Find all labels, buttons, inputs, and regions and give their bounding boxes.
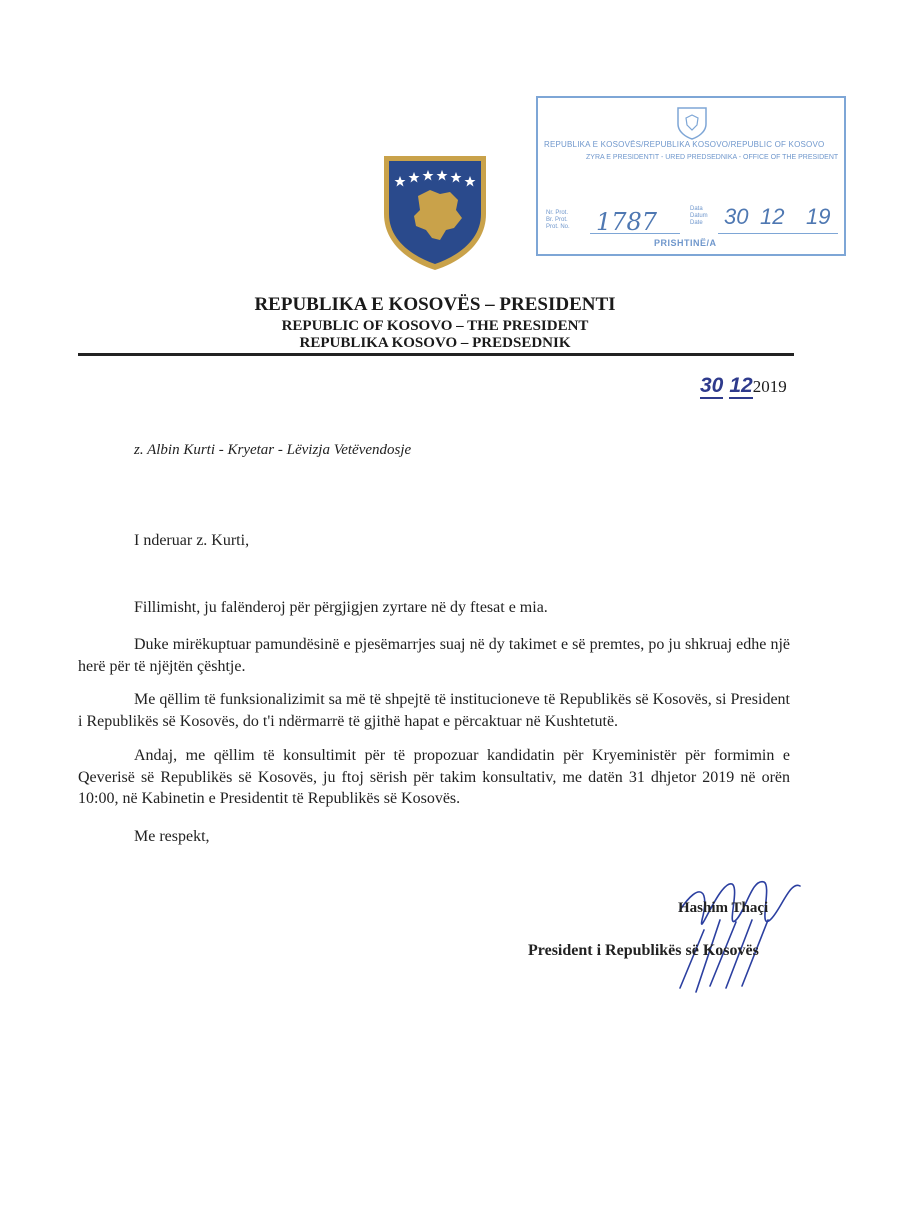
stamp-institution-line: REPUBLIKA E KOSOVËS/REPUBLIKA KOSOVO/REPUBLIC OF KOSOVO — [544, 140, 825, 149]
paragraph-2: Duke mirëkuptuar pamundësinë e pjesëmarrjes suaj në dy takimet e së premtes, po ju shkruaj edhe një herë për të njëjtën çështje. — [78, 636, 790, 675]
stamp-date-labels: Data Datum Date — [690, 206, 708, 226]
registry-stamp — [536, 96, 846, 256]
stamp-date-day: 30 — [724, 204, 749, 229]
letterhead-albanian: REPUBLIKA E KOSOVËS – PRESIDENTI — [254, 294, 616, 315]
paragraph-3: Me qëllim të funksionalizimit sa më të shpejtë të institucioneve të Republikës së Kosovës, si President i Republikës së Kosovës, do t'i ndërmarrë të gjithë hapat e përcaktuar në Kushtetutë. — [78, 691, 790, 730]
stamp-date-month: 12 — [760, 204, 785, 229]
closing: Me respekt, — [134, 828, 210, 845]
paragraph-1: Fillimisht, ju falënderoj për përgjigjen zyrtare në dy ftesat e mia. — [134, 599, 548, 616]
stamp-number-labels: Nr. Prot. Br. Prot. Prot. No. — [546, 210, 570, 230]
stamp-city: PRISHTINË/A — [654, 238, 717, 248]
signatory-title: President i Republikës së Kosovës — [528, 942, 759, 959]
letter-date — [700, 374, 787, 398]
recipient-line: z. Albin Kurti - Kryetar - Lëvizja Vetëvendosje — [134, 442, 412, 458]
stamp-date-line — [718, 233, 838, 234]
date-year: 2019 — [752, 377, 787, 396]
date-month: 12 — [729, 374, 753, 397]
letterhead-divider — [78, 353, 794, 356]
letterhead-english: REPUBLIC OF KOSOVO – THE PRESIDENT — [281, 318, 589, 334]
letterhead-serbian: REPUBLIKA KOSOVO – PREDSEDNIK — [299, 335, 571, 351]
date-day: 30 — [700, 374, 724, 397]
signatory-name: Hashim Thaçi — [678, 900, 769, 916]
kosovo-coat-of-arms-icon — [380, 152, 490, 272]
paragraph-4: Andaj, me qëllim të konsultimit për të propozuar kandidatin për Kryeministër për formimin e Qeverisë së Republikës së Kosovës, ju ftoj sërish për takim konsultativ, me datën 31 dhjetor 2019 në orën 10:00, në Kabinetin e Presidentit të Republikës së Kosovës. — [78, 747, 790, 807]
salutation: I nderuar z. Kurti, — [134, 532, 250, 549]
stamp-emblem-icon — [676, 106, 708, 140]
handwritten-signature — [640, 860, 840, 1000]
stamp-date-year: 19 — [806, 204, 831, 229]
stamp-protocol-number: 1787 — [596, 208, 658, 236]
stamp-number-line — [590, 233, 680, 234]
stamp-office-line: ZYRA E PRESIDENTIT - URED PREDSEDNIKA - OFFICE OF THE PRESIDENT — [586, 154, 839, 161]
